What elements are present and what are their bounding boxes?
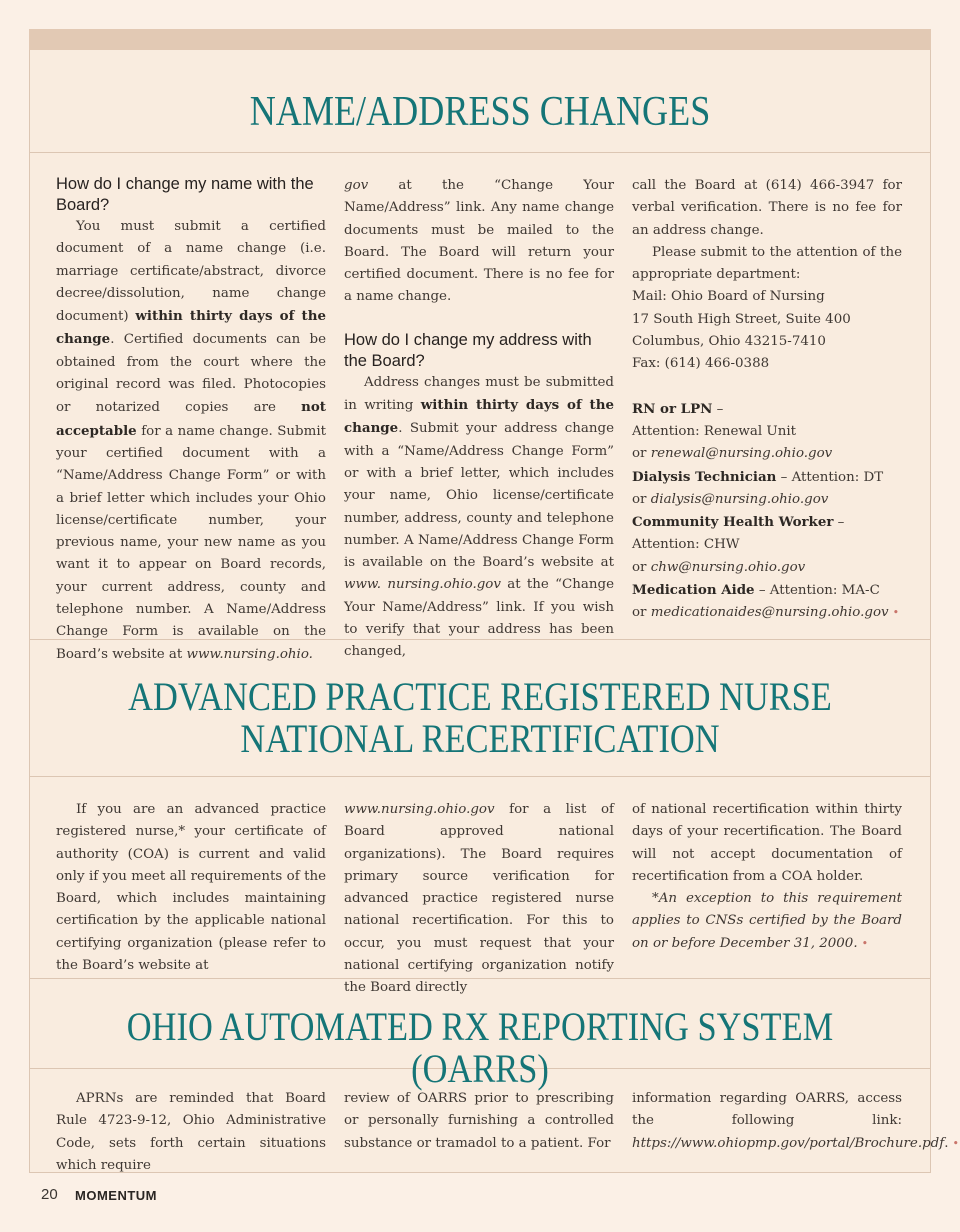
contact-rn: RN or LPN – — [632, 400, 724, 417]
paragraph: Address changes must be submitted in writing within thirty days of the change. Submit your address change with a “Name/Address Change Form” or with a brief letter, which includes your name, Ohio license/certificate number, address, county and telephone number. A Name/Address Change Form is available on the Board’s website at www. nursing.ohio.gov at the “Change Your Name/Address” link. If you wish to verify that your address has been changed, — [344, 374, 614, 660]
column-2 — [344, 175, 614, 664]
column-2 — [344, 799, 614, 1000]
column-3 — [632, 175, 902, 625]
column-3 — [632, 799, 902, 955]
paragraph: If you are an advanced practice registered nurse,* your certificate of authority (COA) is current and valid only if you meet all requirements of the Board, which includes maintaining certification by the applicable national certifying organization (please refer to the Board’s website at — [56, 802, 326, 974]
contact-ma-email: or medicationaides@nursing.ohio.gov • — [632, 605, 900, 621]
contact-dt: Dialysis Technician – Attention: DT — [632, 468, 884, 485]
contact-dt-email: or dialysis@nursing.ohio.gov — [632, 491, 829, 507]
email-link[interactable]: dialysis@nursing.ohio.gov — [650, 491, 829, 507]
top-accent-bar — [29, 29, 931, 50]
magazine-name: MOMENTUM — [75, 1188, 157, 1203]
contact-ma: Medication Aide – Attention: MA-C — [632, 582, 880, 599]
paragraph: information regarding OARRS, access the following link: https://www.ohiopmp.gov/portal/Brochure.pdf. • — [632, 1091, 959, 1151]
column-1 — [56, 174, 326, 666]
question-heading-name: How do I change my name with the Board? — [56, 175, 314, 214]
website-link[interactable]: www.nursing.ohio. — [186, 646, 313, 662]
website-link[interactable]: https://www.ohiopmp.gov/portal/Brochure.pdf — [632, 1135, 945, 1151]
end-bullet: • — [861, 936, 869, 950]
section-title-aprn — [93, 676, 867, 760]
divider — [30, 776, 930, 777]
divider — [30, 152, 930, 153]
contact-rn-email: or renewal@nursing.ohio.gov — [632, 446, 833, 462]
street-line: 17 South High Street, Suite 400 — [632, 311, 851, 327]
email-link[interactable]: renewal@nursing.ohio.gov — [650, 446, 833, 462]
contact-chw-email: or chw@nursing.ohio.gov — [632, 559, 806, 575]
paragraph: of national recertification within thirty days of your recertification. The Board will not accept documentation of recertification from a COA holder. — [632, 802, 902, 884]
title-line: NATIONAL RECERTIFICATION — [240, 716, 720, 761]
website-link[interactable]: gov — [344, 178, 369, 193]
contact-rn-attention: Attention: Renewal Unit — [632, 423, 796, 439]
city-line: Columbus, Ohio 43215-7410 — [632, 334, 826, 350]
paragraph: review of OARRS prior to prescribing or personally furnishing a controlled substance or tramadol to a patient. For — [344, 1091, 614, 1151]
column-3 — [632, 1088, 959, 1155]
question-heading-address: How do I change my address with the Board? — [344, 330, 592, 370]
contact-chw-attention: Attention: CHW — [632, 537, 740, 553]
column-1 — [56, 799, 326, 977]
email-link[interactable]: medicationaides@nursing.ohio.gov — [650, 605, 889, 621]
paragraph: You must submit a certified document of a name change (i.e. marriage certificate/abstract, divorce decree/dissolution, name change document) within thirty days of the change. Certified documents can be obtained from the court where the original record was filed. Photocopies or notarized copies are not acceptable for a name change. Submit your certified document with a “Name/Address Change Form” or with a brief letter which includes your Ohio license/certificate number, your previous name, your new name as you want it to appear on Board records, your current address, county and telephone number. A Name/Address Change Form is available on the Board’s website at www.nursing.ohio. — [56, 219, 326, 662]
column-1 — [56, 1088, 326, 1177]
section-title-oarrs: OHIO AUTOMATED RX REPORTING SYSTEM (OARRS) — [126, 1004, 834, 1091]
paragraph: Please submit to the attention of the appropriate department: — [632, 244, 902, 283]
column-2 — [344, 1088, 614, 1155]
email-link[interactable]: chw@nursing.ohio.gov — [650, 559, 806, 575]
paragraph: APRNs are reminded that Board Rule 4723-9-12, Ohio Administrative Code, sets forth certain situations which require — [56, 1091, 326, 1173]
website-link[interactable]: nursing.ohio.gov — [387, 577, 501, 593]
footnote: *An exception to this requirement applies to CNSs certified by the Board on or before December 31, 2000. • — [632, 891, 902, 951]
divider — [30, 978, 930, 979]
fax-line: Fax: (614) 466-0388 — [632, 356, 770, 372]
mail-line: Mail: Ohio Board of Nursing — [632, 289, 825, 305]
end-bullet: • — [892, 606, 900, 620]
section-title-name-address: NAME/ADDRESS CHANGES — [249, 89, 711, 135]
divider — [30, 639, 930, 640]
paragraph: call the Board at (614) 466-3947 for verbal verification. There is no fee for an address change. — [632, 178, 902, 238]
website-link[interactable]: www. — [344, 577, 382, 593]
title-line: ADVANCED PRACTICE REGISTERED NURSE — [128, 674, 832, 719]
website-link[interactable]: www.nursing.ohio.gov — [344, 802, 495, 817]
end-bullet: • — [952, 1136, 959, 1150]
contact-chw: Community Health Worker – — [632, 514, 845, 531]
paragraph: www.nursing.ohio.gov for a list of Board approved national organizations). The Board requires primary source verification for advanced practice registered nurse national recertification. For this to occur, you must request that your national certifying organization notify the Board directly — [344, 802, 614, 996]
page-number: 20 — [41, 1186, 58, 1203]
paragraph: gov at the “Change Your Name/Address” link. Any name change documents must be mailed to the Board. The Board will return your certified document. There is no fee for a name change. — [344, 178, 614, 305]
